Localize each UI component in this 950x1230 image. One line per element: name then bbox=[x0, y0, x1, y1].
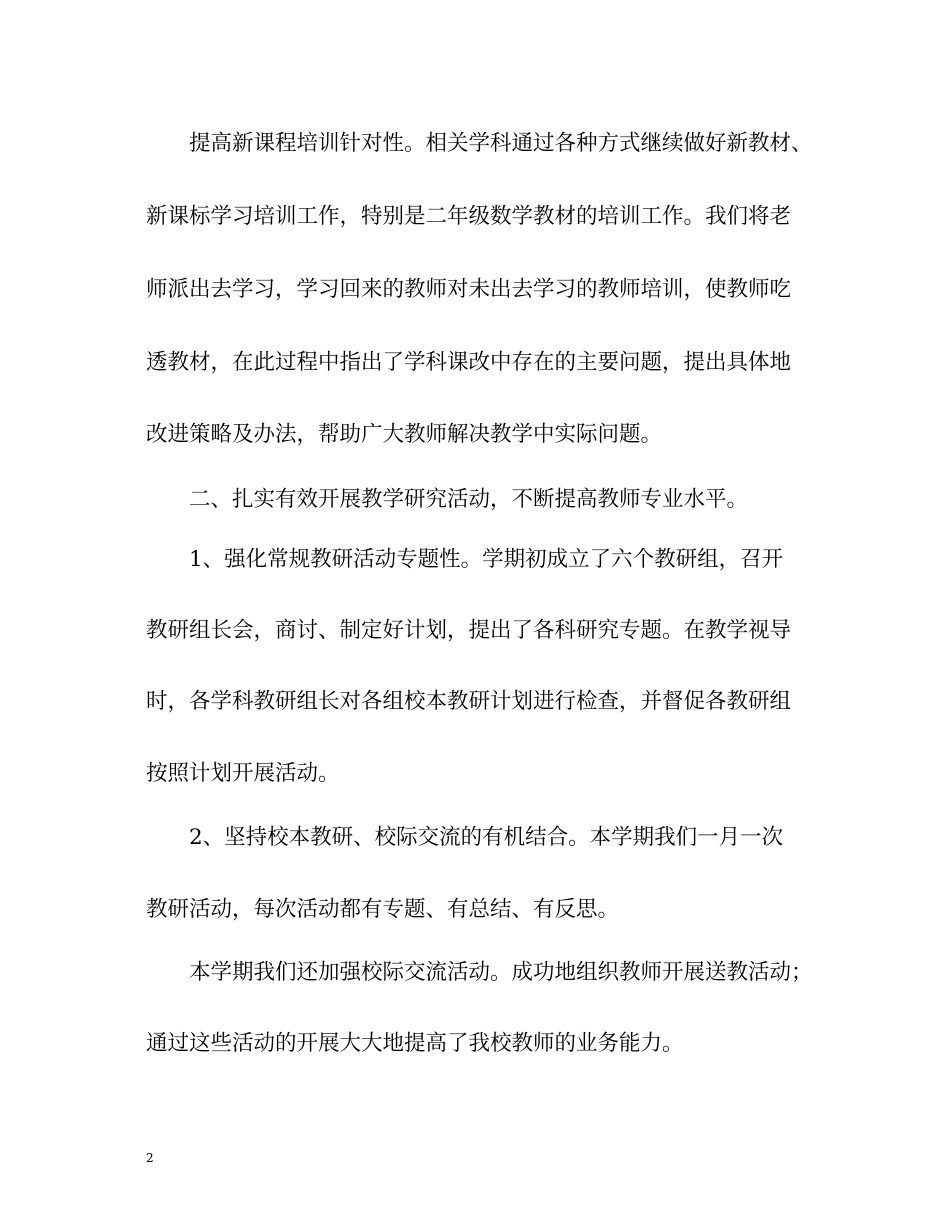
paragraph-line: 新课标学习培训工作，特别是二年级数学教材的培训工作。我们将老 bbox=[146, 204, 792, 229]
paragraph-line: 教研组长会，商讨、制定好计划，提出了各科研究专题。在教学视导 bbox=[146, 618, 792, 643]
page-number: 2 bbox=[146, 1151, 154, 1165]
paragraph-line: 师派出去学习，学习回来的教师对未出去学习的教师培训，使教师吃 bbox=[146, 277, 792, 302]
paragraph-line: 教研活动，每次活动都有专题、有总结、有反思。 bbox=[146, 897, 620, 922]
paragraph-line: 改进策略及办法，帮助广大教师解决教学中实际问题。 bbox=[146, 422, 663, 447]
section-heading: 二、扎实有效开展教学研究活动，不断提高教师专业水平。 bbox=[189, 487, 749, 512]
paragraph-line: 本学期我们还加强校际交流活动。成功地组织教师开展送教活动； bbox=[189, 960, 813, 985]
paragraph-line: 透教材，在此过程中指出了学科课改中存在的主要问题，提出具体地 bbox=[146, 350, 792, 375]
paragraph-line: 时，各学科教研组长对各组校本教研计划进行检查，并督促各教研组 bbox=[146, 689, 792, 714]
paragraph-line: 提高新课程培训针对性。相关学科通过各种方式继续做好新教材、 bbox=[189, 131, 813, 156]
paragraph-line: 通过这些活动的开展大大地提高了我校教师的业务能力。 bbox=[146, 1031, 684, 1056]
paragraph-line: 按照计划开展活动。 bbox=[146, 761, 340, 786]
paragraph-line: 2、坚持校本教研、校际交流的有机结合。本学期我们一月一次 bbox=[189, 825, 784, 850]
paragraph-line: 1、强化常规教研活动专题性。学期初成立了六个教研组，召开 bbox=[189, 547, 784, 572]
